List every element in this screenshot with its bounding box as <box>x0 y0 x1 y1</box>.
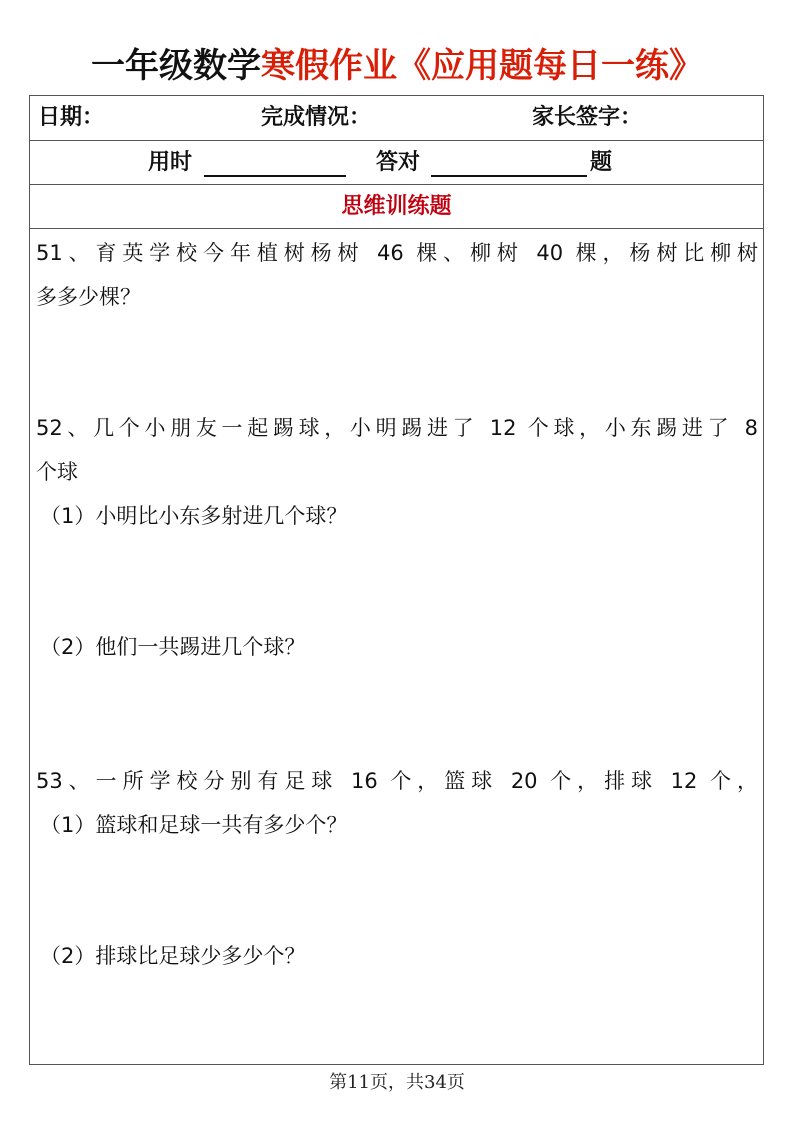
date-label: 日期： <box>38 105 105 130</box>
page-number: 第11页，共34页 <box>329 1072 465 1093</box>
parent-signature-label: 家长签字： <box>532 105 643 130</box>
question-53-part-2: （2）排球比足球少多少个？ <box>40 944 306 968</box>
correct-count-blank[interactable] <box>431 175 587 177</box>
section-title: 思维训练题 <box>341 194 452 219</box>
correct-count-label: 答对 <box>376 150 421 175</box>
time-used-label: 用时 <box>148 150 193 175</box>
worksheet-title <box>0 38 794 94</box>
question-52-line-1: 52、几个小朋友一起踢球，小明踢进了 12 个球，小东踢进了 8 <box>36 416 758 440</box>
completion-status-label: 完成情况： <box>261 105 372 130</box>
question-unit-label: 题 <box>590 150 613 175</box>
section-row <box>30 185 763 229</box>
score-row <box>30 141 763 185</box>
question-51-line-1: 51、育英学校今年植树杨树 46 棵、柳树 40 棵，杨树比柳树 <box>36 241 758 265</box>
worksheet-frame <box>29 95 764 1065</box>
title-grade-subject: 一年级数学 <box>91 46 261 86</box>
title-homework-name: 寒假作业《应用题每日一练》 <box>261 46 703 86</box>
question-53-line-1: 53、一所学校分别有足球 16 个，篮球 20 个，排球 12 个， <box>36 769 758 793</box>
question-52-part-1: （1）小明比小东多射进几个球？ <box>40 504 348 528</box>
question-52-line-2: 个球 <box>36 460 78 484</box>
question-52-part-2: （2）他们一共踢进几个球？ <box>40 635 306 659</box>
info-row <box>30 96 763 141</box>
question-53-part-1: （1）篮球和足球一共有多少个？ <box>40 813 348 837</box>
time-used-blank[interactable] <box>204 175 346 177</box>
question-51-line-2: 多多少棵？ <box>36 285 141 309</box>
